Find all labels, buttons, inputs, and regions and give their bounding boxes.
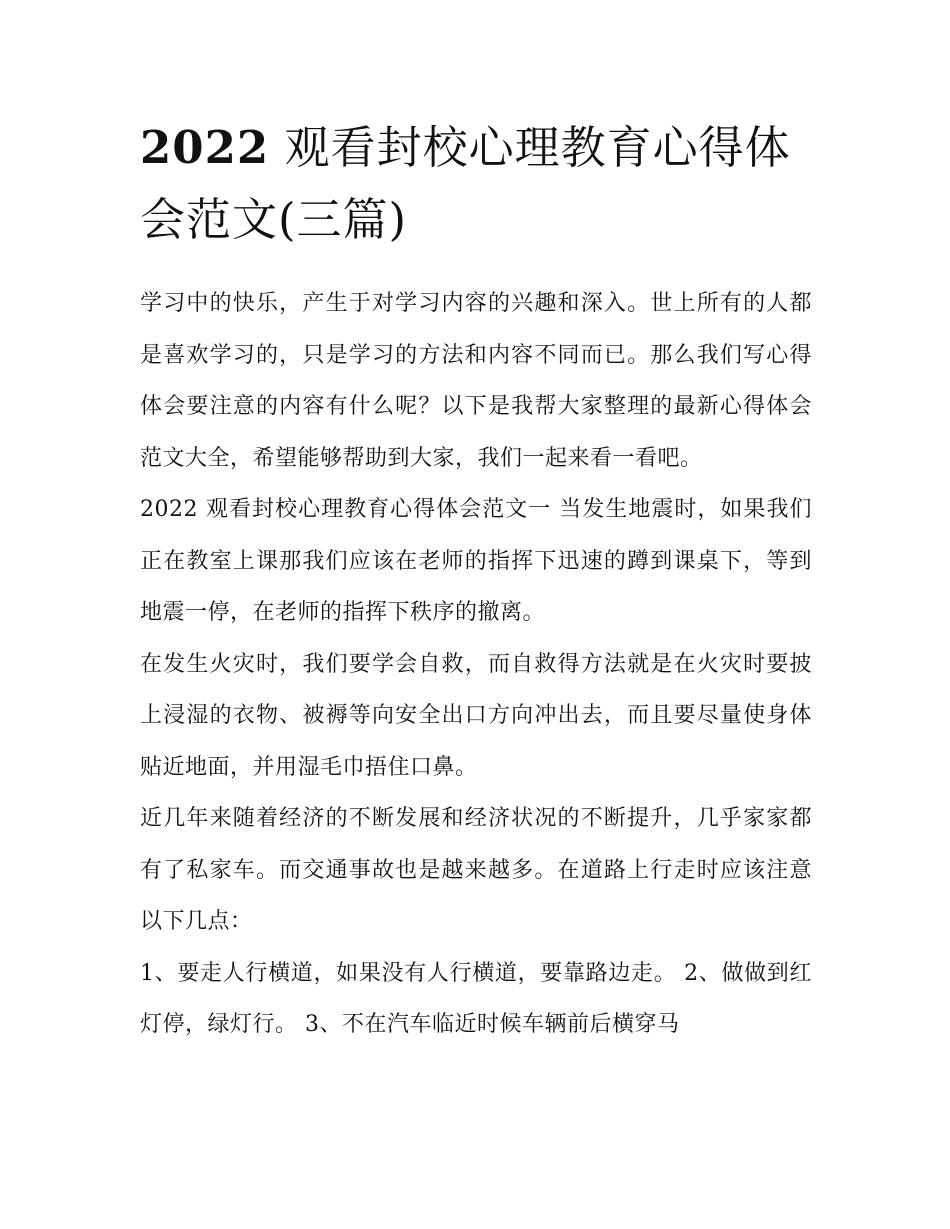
title-year: 2022 (140, 121, 270, 174)
traffic-rules-paragraph: 1、要走人行横道，如果没有人行横道，要靠路边走。 2、做做到红灯停，绿灯行。 3、不在汽车临近时候车辆前后横穿马 (140, 960, 812, 1037)
fire-paragraph: 在发生火灾时，我们要学会自救，而自救得方法就是在火灾时要披上浸湿的衣物、被褥等向安全出口方向冲出去，而且要尽量使身体贴近地面，并用湿毛巾捂住口鼻。 (140, 651, 812, 780)
intro-paragraph: 学习中的快乐，产生于对学习内容的兴趣和深入。世上所有的人都是喜欢学习的，只是学习的方法和内容不同而已。那么我们写心得体会要注意的内容有什么呢？以下是我帮大家整理的最新心得体会范文大全，希望能够帮助到大家，我们一起来看一看吧。 (140, 291, 812, 471)
earthquake-paragraph: 2022 观看封校心理教育心得体会范文一 当发生地震时，如果我们正在教室上课那我们应该在老师的指挥下迅速的蹲到课桌下，等到地震一停，在老师的指挥下秩序的撤离。 (140, 497, 812, 625)
document-title (140, 112, 820, 256)
document-body (140, 278, 812, 1051)
traffic-paragraph: 近几年来随着经济的不断发展和经济状况的不断提升，几乎家家都有了私家车。而交通事故也是越来越多。在道路上行走时应该注意以下几点： (140, 806, 812, 934)
title-text: 观看封校心理教育心得体会范文(三篇) (140, 121, 791, 246)
